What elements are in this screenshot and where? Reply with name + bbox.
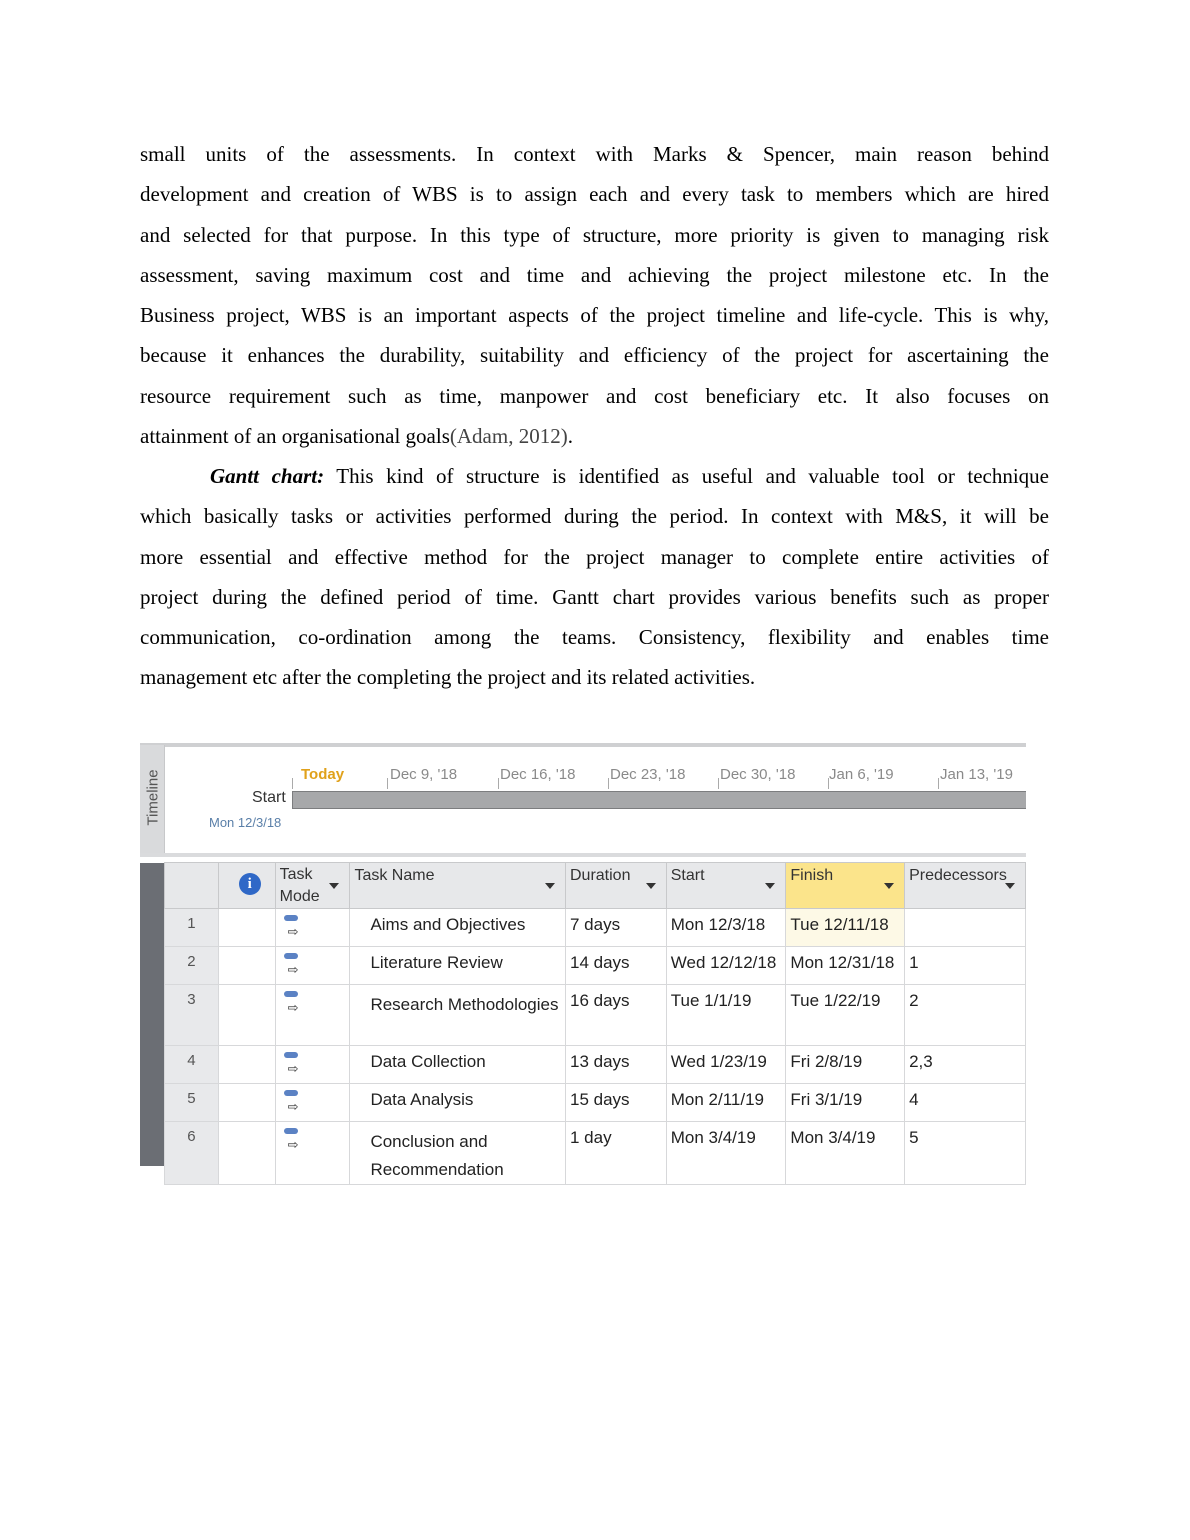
row-task-name[interactable]: Data Collection bbox=[350, 1046, 566, 1084]
header-label: Task Mode bbox=[279, 866, 320, 905]
timeline-tick bbox=[292, 778, 293, 789]
timeline-tick bbox=[938, 778, 939, 789]
gantt-heading: Gantt chart: bbox=[210, 464, 325, 488]
gantt-side-tab bbox=[140, 863, 164, 1166]
table-row[interactable] bbox=[165, 1046, 1026, 1084]
row-info bbox=[218, 947, 275, 985]
row-info bbox=[218, 1046, 275, 1084]
row-duration[interactable]: 15 days bbox=[566, 1084, 667, 1122]
timeline-date: Jan 6, '19 bbox=[829, 766, 894, 783]
row-duration[interactable]: 14 days bbox=[566, 947, 667, 985]
text-line: assessment, saving maximum cost and time and achieving the project milestone etc. In the bbox=[140, 262, 1049, 287]
timeline-date: Dec 23, '18 bbox=[610, 766, 686, 783]
auto-schedule-icon: ⇨ bbox=[282, 915, 304, 941]
row-finish[interactable]: Fri 3/1/19 bbox=[786, 1084, 905, 1122]
chevron-down-icon[interactable] bbox=[1005, 883, 1015, 889]
text-line-first bbox=[140, 456, 1049, 496]
timeline-side-tab bbox=[140, 745, 165, 853]
timeline-date: Dec 9, '18 bbox=[390, 766, 458, 783]
info-icon: i bbox=[239, 873, 261, 895]
row-finish[interactable]: Mon 12/31/18 bbox=[786, 947, 905, 985]
row-number: 4 bbox=[165, 1046, 219, 1084]
text-line: and selected for that purpose. In this type of structure, more priority is given to managing risk bbox=[140, 222, 1049, 247]
timeline-start-date: Mon 12/3/18 bbox=[209, 815, 282, 830]
row-info bbox=[218, 909, 275, 947]
row-finish[interactable]: Tue 12/11/18 bbox=[786, 909, 905, 947]
timeline-top-border bbox=[140, 743, 1026, 747]
row-duration[interactable]: 16 days bbox=[566, 985, 667, 1046]
timeline-today: Today bbox=[301, 766, 345, 783]
row-start[interactable]: Mon 2/11/19 bbox=[666, 1084, 786, 1122]
paragraph-wbs bbox=[140, 134, 1049, 456]
auto-schedule-icon: ⇨ bbox=[282, 1128, 304, 1154]
header-task-mode[interactable] bbox=[275, 863, 350, 909]
auto-schedule-icon: ⇨ bbox=[282, 991, 304, 1017]
header-info[interactable] bbox=[218, 863, 275, 909]
row-task-name[interactable]: Literature Review bbox=[350, 947, 566, 985]
auto-schedule-icon: ⇨ bbox=[282, 953, 304, 979]
task-table bbox=[164, 862, 1026, 1185]
row-number: 1 bbox=[165, 909, 219, 947]
text-fragment: This kind of structure is identified as useful and valuable tool or technique bbox=[324, 464, 1050, 488]
citation: (Adam, 2012) bbox=[449, 424, 568, 449]
row-task-mode[interactable] bbox=[275, 985, 350, 1046]
chevron-down-icon[interactable] bbox=[765, 883, 775, 889]
header-row-number bbox=[165, 863, 219, 909]
text-line-last bbox=[140, 416, 1049, 456]
timeline-tick bbox=[608, 778, 609, 789]
row-finish[interactable]: Fri 2/8/19 bbox=[786, 1046, 905, 1084]
table-row[interactable] bbox=[165, 1084, 1026, 1122]
table-header-row bbox=[165, 863, 1026, 909]
row-task-name[interactable]: Research Methodologies bbox=[350, 985, 566, 1046]
row-predecessors[interactable]: 5 bbox=[905, 1122, 1026, 1185]
row-predecessors[interactable] bbox=[905, 909, 1026, 947]
row-task-name[interactable]: Aims and Objectives bbox=[350, 909, 566, 947]
timeline-bar[interactable] bbox=[292, 791, 1026, 809]
text-line: more essential and effective method for the project manager to complete entire activities of bbox=[140, 544, 1049, 569]
row-task-mode[interactable] bbox=[275, 947, 350, 985]
row-start[interactable]: Wed 1/23/19 bbox=[666, 1046, 786, 1084]
text-line-last: management etc after the completing the project and its related activities. bbox=[140, 665, 756, 690]
timeline-tick bbox=[498, 778, 499, 789]
table-row[interactable] bbox=[165, 947, 1026, 985]
row-finish[interactable]: Mon 3/4/19 bbox=[786, 1122, 905, 1185]
row-start[interactable]: Mon 12/3/18 bbox=[666, 909, 786, 947]
timeline-date: Dec 30, '18 bbox=[720, 766, 796, 783]
timeline-tick bbox=[387, 778, 388, 789]
header-predecessors[interactable] bbox=[905, 863, 1026, 909]
text-fragment: attainment of an organisational goals bbox=[140, 424, 450, 449]
row-task-name[interactable]: Conclusion and Recommendation bbox=[350, 1122, 566, 1185]
row-task-name[interactable]: Data Analysis bbox=[350, 1084, 566, 1122]
row-duration[interactable]: 1 day bbox=[566, 1122, 667, 1185]
text-line: which basically tasks or activities performed during the period. In context with M&S, it will be bbox=[140, 504, 1049, 529]
row-number: 3 bbox=[165, 985, 219, 1046]
project-screenshot bbox=[140, 743, 1026, 1179]
chevron-down-icon[interactable] bbox=[329, 883, 339, 889]
header-label: Duration bbox=[570, 867, 631, 884]
row-start[interactable]: Wed 12/12/18 bbox=[666, 947, 786, 985]
auto-schedule-icon: ⇨ bbox=[282, 1052, 304, 1078]
text-line: small units of the assessments. In context with Marks & Spencer, main reason behind bbox=[140, 142, 1049, 166]
row-start[interactable]: Tue 1/1/19 bbox=[666, 985, 786, 1046]
text-line: because it enhances the durability, suitability and efficiency of the project for ascertaining the bbox=[140, 343, 1049, 368]
header-label: Predecessors bbox=[909, 867, 1007, 884]
table-row[interactable] bbox=[165, 909, 1026, 947]
row-task-mode[interactable] bbox=[275, 1046, 350, 1084]
row-info bbox=[218, 985, 275, 1046]
timeline-start-label: Start bbox=[252, 789, 286, 806]
row-duration[interactable]: 13 days bbox=[566, 1046, 667, 1084]
table-row[interactable] bbox=[165, 985, 1026, 1046]
row-info bbox=[218, 1122, 275, 1185]
row-task-mode[interactable] bbox=[275, 1084, 350, 1122]
text-line: development and creation of WBS is to assign each and every task to members which are hired bbox=[140, 182, 1049, 207]
auto-schedule-icon: ⇨ bbox=[282, 1090, 304, 1116]
text-line: resource requirement such as time, manpower and cost beneficiary etc. It also focuses on bbox=[140, 383, 1049, 408]
row-predecessors[interactable]: 1 bbox=[905, 947, 1026, 985]
header-start[interactable] bbox=[666, 863, 786, 909]
timeline-label: Timeline bbox=[144, 769, 162, 826]
chevron-down-icon[interactable] bbox=[545, 883, 555, 889]
row-duration[interactable]: 7 days bbox=[566, 909, 667, 947]
row-predecessors[interactable]: 2,3 bbox=[905, 1046, 1026, 1084]
header-label: Finish bbox=[790, 867, 834, 884]
row-number: 5 bbox=[165, 1084, 219, 1122]
text-line: Business project, WBS is an important aspects of the project timeline and life-cycle. This is why, bbox=[140, 303, 1049, 328]
row-start[interactable]: Mon 3/4/19 bbox=[666, 1122, 786, 1185]
timeline-date: Jan 13, '19 bbox=[940, 766, 1013, 783]
header-label: Start bbox=[670, 867, 705, 884]
row-predecessors[interactable]: 4 bbox=[905, 1084, 1026, 1122]
header-task-name[interactable] bbox=[350, 863, 566, 909]
timeline-bottom-border bbox=[140, 853, 1026, 857]
timeline-date: Dec 16, '18 bbox=[500, 766, 576, 783]
chevron-down-icon[interactable] bbox=[646, 883, 656, 889]
timeline-tick bbox=[718, 778, 719, 789]
row-info bbox=[218, 1084, 275, 1122]
text-line: communication, co-ordination among the teams. Consistency, flexibility and enables time bbox=[140, 625, 1049, 650]
chevron-down-icon[interactable] bbox=[884, 883, 894, 889]
row-task-mode[interactable] bbox=[275, 1122, 350, 1185]
row-finish[interactable]: Tue 1/22/19 bbox=[786, 985, 905, 1046]
header-duration[interactable] bbox=[566, 863, 667, 909]
header-label: Task Name bbox=[354, 867, 435, 884]
row-number: 6 bbox=[165, 1122, 219, 1185]
header-finish[interactable] bbox=[786, 863, 905, 909]
row-number: 2 bbox=[165, 947, 219, 985]
row-predecessors[interactable]: 2 bbox=[905, 985, 1026, 1046]
paragraph-gantt bbox=[140, 456, 1049, 698]
text-fragment: . bbox=[567, 424, 573, 449]
row-task-mode[interactable] bbox=[275, 909, 350, 947]
text-line: project during the defined period of time. Gantt chart provides various benefits such as proper bbox=[140, 584, 1049, 609]
table-row[interactable] bbox=[165, 1122, 1026, 1185]
